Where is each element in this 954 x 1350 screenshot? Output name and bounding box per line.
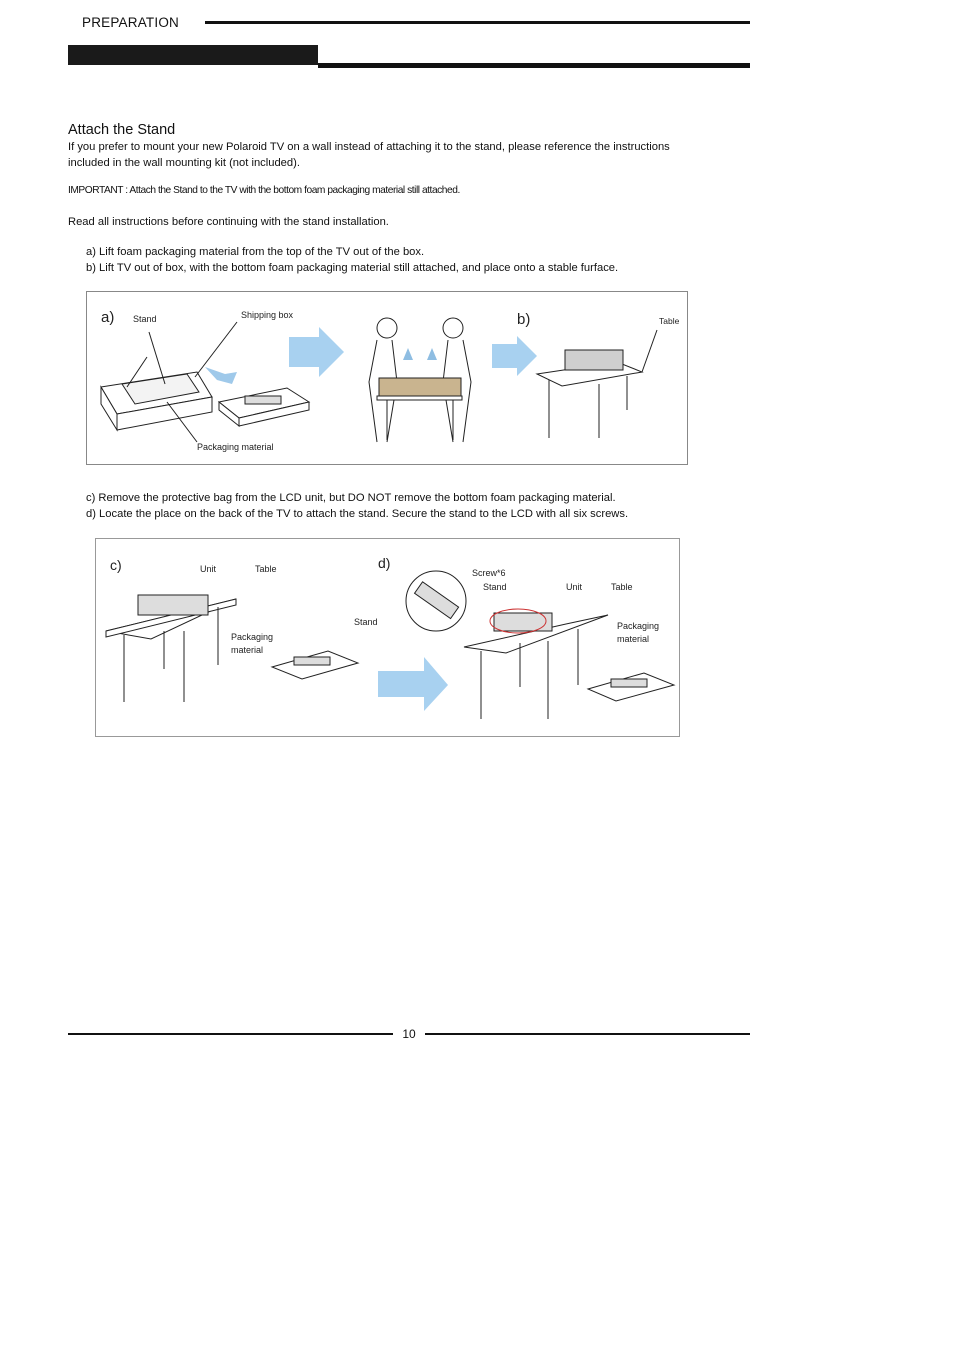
label-shipping-box: Shipping box: [241, 310, 294, 320]
step-b: b) Lift TV out of box, with the bottom foam packaging material still attached, and place onto a stable furface.: [86, 262, 619, 274]
section-title: PREPARATION: [82, 15, 179, 30]
up-arrow-2: [427, 348, 437, 360]
header-rule-thick: [318, 63, 750, 68]
figure-unboxing: [86, 291, 688, 465]
unboxing-illustration: [87, 292, 687, 464]
table-with-tv: [537, 330, 657, 438]
intro-paragraph: If you prefer to mount your new Polaroid TV on a wall instead of attaching it to the stand, please reference the instructions included in the wall mounting kit (not included).: [68, 141, 670, 169]
foam-pad-c: [272, 651, 358, 679]
section-heading: Attach the Stand: [68, 122, 176, 138]
step-c: c) Remove the protective bag from the LCD unit, but DO NOT remove the bottom foam packaging material.: [86, 492, 616, 504]
label-packaging-c1: Packaging: [231, 632, 274, 642]
footer-rule-left: [68, 1033, 393, 1035]
label-packaging: Packaging material: [197, 442, 274, 452]
label-b: b): [517, 311, 531, 328]
foam-pad: [219, 388, 309, 426]
arrow-right-2: [492, 336, 537, 376]
step-a: a) Lift foam packaging material from the top of the TV out of the box.: [86, 246, 425, 258]
label-stand: Stand: [133, 314, 157, 324]
figure-stand-attach: [95, 538, 680, 737]
page-number: 10: [402, 1027, 416, 1041]
label-stand-c: Stand: [354, 617, 378, 627]
steps-a-b: [86, 244, 726, 276]
header-block: [68, 45, 318, 65]
label-unit: Unit: [200, 564, 217, 574]
header-rule: [205, 21, 750, 24]
label-table-c: Table: [255, 564, 277, 574]
label-table: Table: [659, 316, 680, 326]
steps-c-d: [86, 490, 726, 522]
label-d: d): [378, 555, 391, 571]
stand-attach-illustration: [96, 539, 679, 736]
small-arrow: [205, 367, 237, 384]
label-packaging-d1: Packaging: [617, 621, 660, 631]
important-note: IMPORTANT : Attach the Stand to the TV with the bottom foam packaging material still attached.: [68, 185, 460, 196]
label-stand-d: Stand: [483, 582, 507, 592]
label-packaging-c2: material: [231, 645, 264, 655]
label-a: a): [101, 309, 115, 326]
label-table-d: Table: [611, 582, 633, 592]
label-c: c): [110, 557, 122, 573]
open-box: [101, 322, 237, 442]
table-d: [464, 609, 608, 719]
table-c: [106, 595, 236, 702]
label-unit-d: Unit: [566, 582, 583, 592]
footer-rule-right: [425, 1033, 750, 1035]
step-d: d) Locate the place on the back of the TV to attach the stand. Secure the stand to the LCD with all six screws.: [86, 508, 629, 520]
label-screw: Screw*6: [472, 568, 506, 578]
label-packaging-d2: material: [617, 634, 650, 644]
read-all-note: Read all instructions before continuing with the stand installation.: [68, 216, 389, 228]
arrow-right: [289, 327, 344, 377]
up-arrow-1: [403, 348, 413, 360]
arrow-right-c: [378, 657, 448, 711]
people-lifting: [369, 318, 471, 442]
foam-pad-d: [588, 673, 674, 701]
